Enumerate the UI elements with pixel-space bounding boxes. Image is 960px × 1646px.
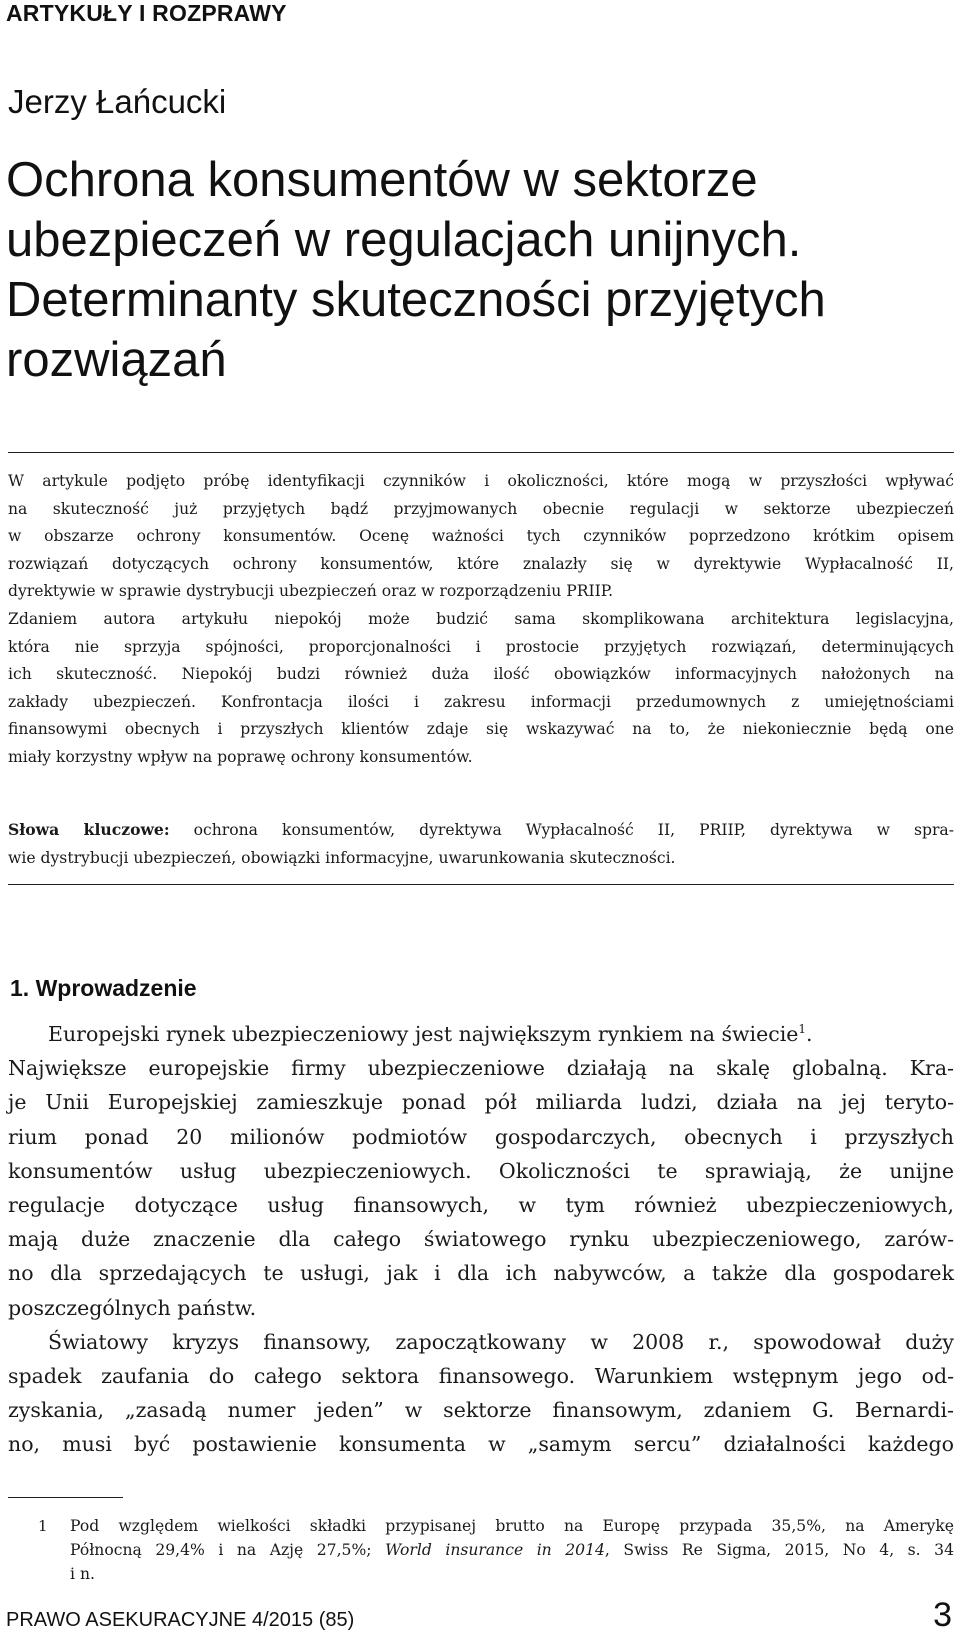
section-header: ARTYKUŁY I ROZPRAWY: [6, 0, 287, 26]
footnote-text: [70, 1514, 954, 1586]
abstract-line: zakłady ubezpieczeń. Konfrontacja ilości i zakresu informacji przedumownych z umiejętnościami: [8, 692, 954, 711]
abstract-line: miały korzystny wpływ na poprawę ochrony konsumentów.: [8, 747, 473, 766]
abstract-line: w obszarze ochrony konsumentów. Ocenę ważności tych czynników poprzedzono krótkim opisem: [8, 527, 954, 546]
abstract-line: Zdaniem autora artykułu niepokój może budzić sama skomplikowana architektura legislacyjna,: [8, 609, 954, 628]
footnote-line: i n.: [70, 1565, 95, 1583]
abstract-line: W artykule podjęto próbę identyfikacji czynników i okoliczności, które mogą w przyszłości wpływać: [8, 472, 954, 490]
footer-journal: PRAWO ASEKURACYJNE 4/2015 (85): [6, 1609, 355, 1631]
body-line: regulacje dotyczące usług finansowych, w tym również ubezpieczeniowych,: [8, 1193, 954, 1218]
body-line: konsumentów usług ubezpieczeniowych. Okoliczności te sprawiają, że unijne: [8, 1158, 954, 1183]
footnote-rule: [8, 1497, 123, 1498]
title-line: Ochrona konsumentów w sektorze: [6, 153, 758, 207]
body-line: no dla sprzedających te usługi, jak i dla ich nabywców, a także dla gospodarek: [8, 1261, 954, 1286]
keywords: [8, 816, 954, 872]
abstract-line: która nie sprzyja spójności, proporcjonalności i prostocie przyjętych rozwiązań, determinujących: [8, 637, 954, 656]
abstract-line: na skuteczność już przyjętych bądź przyjmowanych obecnie regulacji w sektorze ubezpieczeń: [8, 499, 954, 518]
footnote-reference[interactable]: 1: [798, 1022, 807, 1037]
body-line: Największe europejskie firmy ubezpieczeniowe działają na skalę globalną. Kra-: [8, 1056, 954, 1081]
abstract-line: dyrektywie w sprawie dystrybucji ubezpieczeń oraz w rozporządzeniu PRIIP.: [8, 582, 614, 601]
footnote-number: 1: [38, 1517, 48, 1535]
abstract: [8, 468, 954, 772]
author-name: Jerzy Łańcucki: [8, 83, 227, 120]
body-line: poszczególnych państw.: [8, 1295, 257, 1320]
title-line: rozwiązań: [6, 333, 227, 387]
body-line: [8, 1017, 954, 1051]
page-number: 3: [933, 1596, 952, 1634]
body-line: mają duże znaczenie dla całego światowego rynku ubezpieczeniowego, zarów-: [8, 1227, 954, 1252]
body-line: spadek zaufania do całego sektora finansowego. Warunkiem wstępnym jego od-: [8, 1364, 954, 1389]
body-line: no, musi być postawienie konsumenta w „samym sercu” działalności każdego: [8, 1432, 954, 1457]
body-line: je Unii Europejskiej zamieszkuje ponad pół miliarda ludzi, działa na jej teryto-: [8, 1090, 954, 1115]
keywords-line: wie dystrybucji ubezpieczeń, obowiązki informacyjne, uwarunkowania skuteczności.: [8, 848, 676, 867]
abstract-line: ich skuteczność. Niepokój budzi również duża ilość obowiązków informacyjnych nałożonych na: [8, 665, 954, 684]
abstract-line: finansowymi obecnych i przyszłych klientów zdaje się wskazywać na to, że niekoniecznie będą one: [8, 720, 954, 739]
abstract-bottom-rule: [8, 884, 954, 885]
body-first-end: .: [806, 1022, 813, 1046]
abstract-line: rozwiązań dotyczących ochrony konsumentów, które znalazły się w dyrektywie Wypłacalność II,: [8, 554, 954, 573]
article-title: [6, 150, 946, 390]
title-line: Determinanty skuteczności przyjętych: [6, 273, 826, 327]
body-line: Światowy kryzys finansowy, zapoczątkowany w 2008 r., spowodował duży: [48, 1329, 954, 1354]
body-line: rium ponad 20 milionów podmiotów gospodarczych, obecnych i przyszłych: [8, 1124, 954, 1149]
keywords-text: ochrona konsumentów, dyrektywa Wypłacalność II, PRIIP, dyrektywa w spra-: [169, 821, 954, 839]
body-first-text: Europejski rynek ubezpieczeniowy jest największym rynkiem na świecie: [48, 1022, 799, 1046]
footnote-post: , Swiss Re Sigma, 2015, No 4, s. 34: [604, 1541, 954, 1559]
section-heading: 1. Wprowadzenie: [10, 975, 197, 1001]
body-text: [8, 1017, 954, 1462]
body-line: zyskania, „zasadą numer jeden” w sektorze finansowym, zdaniem G. Bernardi-: [8, 1398, 954, 1423]
keywords-line: [8, 816, 954, 845]
title-line: ubezpieczeń w regulacjach unijnych.: [6, 213, 802, 267]
footnote-italic-title: World insurance in 2014: [385, 1541, 605, 1559]
keywords-label: Słowa kluczowe:: [8, 820, 170, 839]
footnote-line: Pod względem wielkości składki przypisanej brutto na Europę przypada 35,5%, na Amerykę: [70, 1517, 954, 1535]
abstract-top-rule: [8, 452, 954, 453]
footnote-pre: Północną 29,4% i na Azję 27,5%;: [70, 1541, 386, 1559]
footnote-line: [70, 1538, 954, 1562]
